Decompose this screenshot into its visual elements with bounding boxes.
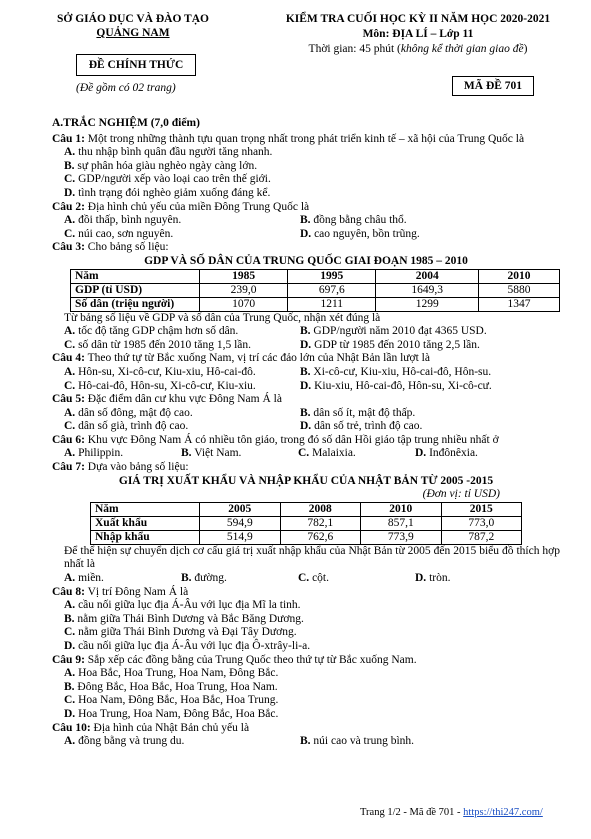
option-c: C. nằm giữa Thái Bình Dương và Đại Tây Dương. — [64, 626, 297, 639]
options-row — [52, 325, 560, 339]
options-row — [52, 366, 560, 380]
question-9: Câu 9: Sắp xếp các đồng bằng của Trung Quốc theo thứ tự từ Bắc xuống Nam. — [52, 653, 417, 666]
option-b: B. Việt Nam. — [181, 447, 242, 460]
option-b: B. sự phân hóa giàu nghèo ngày càng lớn. — [64, 159, 258, 172]
option-a: A. dân số đông, mật độ cao. — [64, 406, 193, 419]
question-4: Câu 4: Theo thứ tự từ Bắc xuống Nam, vị trí các đảo lớn của Nhật Bản lần lượt là — [52, 352, 430, 365]
footer-link[interactable]: https://thi247.com/ — [463, 807, 543, 818]
exam-header-block — [258, 12, 578, 57]
exam-code-badge: MÃ ĐỀ 701 — [452, 76, 534, 96]
option-c: C. cột. — [298, 572, 329, 585]
table-title: GDP VÀ SỐ DÂN CỦA TRUNG QUỐC GIAI ĐOẠN 1985 – 2010 — [144, 254, 468, 267]
option-b: B. đồng bằng châu thổ. — [300, 214, 407, 227]
options-row — [52, 420, 560, 434]
options-row — [52, 339, 560, 353]
footer-text: Trang 1/2 - Mã đề 701 - — [360, 807, 464, 818]
option-b: B. núi cao và trung bình. — [300, 735, 415, 748]
option-b: B. đường. — [181, 572, 227, 585]
option-c: C. núi cao, sơn nguyên. — [64, 227, 174, 240]
exam-content — [52, 117, 560, 749]
option-d: D. cầu nối giữa lục địa Á-Âu với lục địa Ô-xtrây-li-a. — [64, 640, 311, 652]
question-number: Câu 1: — [52, 132, 85, 145]
question-10: Câu 10: Địa hình của Nhật Bản chủ yếu là — [52, 721, 250, 734]
option-d: D. cao nguyên, bồn trũng. — [300, 227, 420, 240]
option-c: C. số dân từ 1985 đến 2010 tăng 1,5 lần. — [64, 338, 252, 351]
option-c: C. dân số già, trình độ cao. — [64, 420, 189, 433]
table-row: GDP (tỉ USD) 239,0 697,6 1649,3 5880 — [71, 283, 560, 297]
question-1 — [52, 133, 560, 147]
option-b: B. dân số ít, mật độ thấp. — [300, 406, 416, 419]
table-row: Nhập khẩu 514,9 762,6 773,9 787,2 — [91, 530, 522, 544]
option-d: D. GDP từ 1985 đến 2010 tăng 2,5 lần. — [300, 338, 480, 351]
option-d: D. Hoa Trung, Hoa Nam, Đông Bắc, Hoa Bắc. — [64, 707, 279, 720]
exam-title: KIỂM TRA CUỐI HỌC KỲ II NĂM HỌC 2020-2021 — [285, 13, 551, 25]
time-suffix: ) — [523, 43, 528, 55]
options-row — [52, 228, 560, 242]
export-import-table — [90, 502, 522, 545]
table-title: GIÁ TRỊ XUẤT KHẨU VÀ NHẬP KHẨU CỦA NHẬT BẢN TỪ 2005 -2015 — [118, 474, 494, 487]
options-row — [52, 380, 560, 394]
table-header-row: Năm 1985 1995 2004 2010 — [71, 269, 560, 283]
department-line1: SỞ GIÁO DỤC VÀ ĐÀO TẠO — [57, 13, 209, 25]
option-a: A. tốc độ tăng GDP chậm hơn số dân. — [64, 325, 239, 338]
options-row — [52, 572, 560, 586]
question-5: Câu 5: Đặc điểm dân cư khu vực Đông Nam Á là — [52, 393, 282, 406]
exam-subject: Môn: ĐỊA LÍ – Lớp 11 — [362, 28, 474, 40]
option-a: A. đồi thấp, bình nguyên. — [64, 214, 182, 227]
page-footer — [360, 806, 543, 820]
table-unit: (Đơn vị: tỉ USD) — [422, 488, 500, 501]
option-c: C. Hoa Nam, Đông Bắc, Hoa Bắc, Hoa Trung. — [64, 694, 279, 707]
option-a: A. miền. — [64, 572, 104, 585]
option-d: D. Inđônêxia. — [415, 447, 478, 460]
option-a: A. đồng bằng và trung du. — [64, 735, 185, 748]
option-c: C. Hô-cai-đô, Hôn-su, Xi-cô-cư, Kiu-xiu. — [64, 379, 256, 392]
question-text: Một trong những thành tựu quan trọng nhất trong phát triển kinh tế – xã hội của Trung Quốc là — [87, 132, 525, 145]
question-2: Câu 2: Địa hình chủ yếu của miền Đông Trung Quốc là — [52, 200, 310, 213]
option-a: A. Philippin. — [64, 447, 124, 460]
option-a: A. Hoa Bắc, Hoa Trung, Hoa Nam, Đông Bắc. — [64, 667, 279, 680]
option-a: A. thu nhập bình quân đầu người tăng nhanh. — [64, 146, 273, 159]
option-a: A. Hôn-su, Xi-cô-cư, Kiu-xiu, Hô-cai-đô. — [64, 365, 256, 378]
exam-time — [258, 42, 578, 57]
question-followup: Từ bảng số liệu về GDP và số dân của Trung Quốc, nhận xét đúng là — [64, 311, 381, 324]
options-row — [52, 735, 560, 749]
question-6: Câu 6: Khu vực Đông Nam Á có nhiều tôn giáo, trong đó số dân Hồi giáo tập trung nhiều nhất ở — [52, 433, 499, 446]
option-b: B. GDP/người năm 2010 đạt 4365 USD. — [300, 325, 487, 338]
section-title: A.TRẮC NGHIỆM (7,0 điểm) — [52, 117, 200, 129]
table-row: Số dân (triệu người) 1070 1211 1299 1347 — [71, 297, 560, 311]
option-a: A. cầu nối giữa lục địa Á-Âu với lục địa Mĩ la tinh. — [64, 599, 301, 612]
option-c: C. Malaixia. — [298, 447, 356, 460]
option-d: D. tròn. — [415, 572, 451, 585]
option-c: C. GDP/người xếp vào loại cao trên thế giới. — [64, 173, 271, 186]
time-italic: không kể thời gian giao đề — [400, 43, 524, 55]
options-row — [52, 407, 560, 421]
department-block — [28, 12, 238, 40]
gdp-population-table — [70, 269, 560, 312]
option-b: B. nằm giữa Thái Bình Dương và Bắc Băng Dương. — [64, 612, 304, 625]
question-8: Câu 8: Vị trí Đông Nam Á là — [52, 585, 189, 598]
question-3: Câu 3: Cho bảng số liệu: — [52, 241, 169, 254]
option-d: D. dân số trẻ, trình độ cao. — [300, 420, 423, 433]
options-row — [52, 214, 560, 228]
official-badge: ĐỀ CHÍNH THỨC — [76, 54, 196, 76]
options-row — [52, 447, 560, 461]
option-d: D. Kiu-xiu, Hô-cai-đô, Hôn-su, Xi-cô-cư. — [300, 379, 492, 392]
option-d: D. tình trạng đói nghèo giảm xuống đáng kể. — [64, 186, 271, 199]
pages-note: (Đề gồm có 02 trang) — [76, 82, 176, 94]
department-line2: QUẢNG NAM — [96, 27, 170, 39]
option-b: B. Xi-cô-cư, Kiu-xiu, Hô-cai-đô, Hôn-su. — [300, 365, 492, 378]
table-row: Xuất khẩu 594,9 782,1 857,1 773,0 — [91, 516, 522, 530]
option-b: B. Đông Bắc, Hoa Bắc, Hoa Trung, Hoa Nam. — [64, 680, 278, 693]
table-header-row: Năm 2005 2008 2010 2015 — [91, 502, 522, 516]
question-followup: Để thể hiện sự chuyển dịch cơ cấu giá trị xuất nhập khẩu của Nhật Bản từ 2005 đến 2015 biểu đồ thích hợp nhất là — [64, 544, 560, 571]
time-prefix: Thời gian: 45 phút ( — [308, 43, 401, 55]
question-7: Câu 7: Dựa vào bảng số liệu: — [52, 461, 189, 474]
